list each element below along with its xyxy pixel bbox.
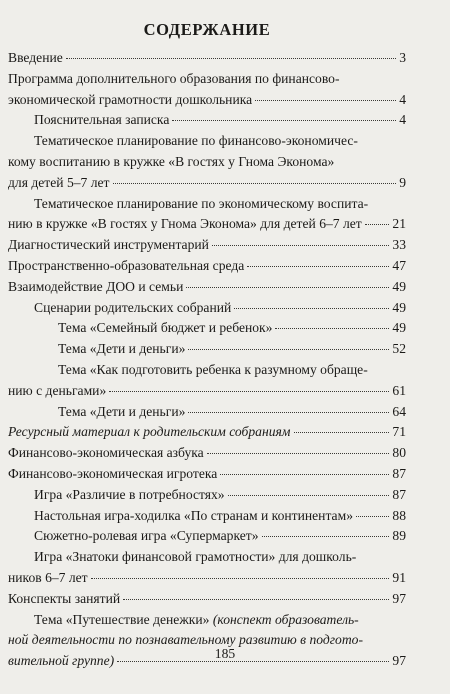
- leader-dots: [188, 412, 389, 413]
- toc-entry-role-play-supermarket[interactable]: [8, 526, 406, 547]
- toc-entry-label-line: ной деятельности по познавательному развитию в подгото-: [8, 632, 363, 648]
- leader-dots: [228, 495, 390, 496]
- toc-entry-children-and-money-2[interactable]: [8, 402, 406, 423]
- toc-entry-page: 33: [392, 237, 406, 253]
- leader-dots: [186, 287, 389, 288]
- toc-entry-resource-material[interactable]: [8, 422, 406, 443]
- toc-entry-page: 97: [392, 590, 406, 606]
- toc-entry-children-and-money-1[interactable]: [8, 339, 406, 360]
- toc-entry-thematic-planning-6-7[interactable]: [8, 194, 406, 236]
- toc-entry-label-line: Тематическое планирование по экономическому воспита-: [34, 195, 369, 211]
- toc-entry-program[interactable]: [8, 69, 406, 111]
- toc-entry-label: Конспекты занятий: [8, 590, 121, 606]
- toc-entry-label: Сюжетно-ролевая игра «Супермаркет»: [34, 528, 259, 544]
- leader-dots: [188, 349, 389, 350]
- toc-entry-label-line: Программа дополнительного образования по финансово-: [8, 70, 340, 86]
- toc-entry-money-journey[interactable]: [8, 610, 406, 672]
- toc-entry-page: 87: [392, 486, 406, 502]
- toc-entry-label: Настольная игра-ходилка «По странам и континентам»: [34, 507, 353, 523]
- toc-entry-label: Диагностический инструментарий: [8, 237, 209, 253]
- leader-dots: [212, 245, 389, 246]
- toc-entry-board-game[interactable]: [8, 506, 406, 527]
- toc-entry-label: Тема «Дети и деньги»: [58, 403, 186, 419]
- toc-entry-prepare-child[interactable]: [8, 360, 406, 402]
- toc-entry-topic: Тема «Путешествие денежки»: [34, 611, 210, 627]
- toc-entry-meeting-scenarios[interactable]: [8, 298, 406, 319]
- toc-entry-page: 49: [392, 320, 406, 336]
- leader-dots: [262, 536, 390, 537]
- toc-entry-label: Игра «Различие в потребностях»: [34, 486, 225, 502]
- toc-title: СОДЕРЖАНИЕ: [143, 20, 271, 39]
- toc-entry-page: 80: [392, 445, 406, 461]
- page-number: 185: [214, 646, 236, 661]
- toc-list: [8, 48, 406, 672]
- toc-entry-label-line: экономической грамотности дошкольника: [8, 91, 253, 107]
- toc-entry-label-line: Игра «Знатоки финансовой грамотности» для дошколь-: [34, 549, 357, 565]
- leader-dots: [207, 453, 390, 454]
- leader-dots: [113, 183, 397, 184]
- toc-entry-label: Финансово-экономическая азбука: [8, 445, 204, 461]
- toc-entry-label: Взаимодействие ДОО и семьи: [8, 278, 184, 294]
- toc-entry-label-line: Тематическое планирование по финансово-экономичес-: [34, 133, 358, 149]
- toc-entry-page: 49: [392, 299, 406, 315]
- leader-dots: [255, 100, 396, 101]
- toc-entry-label-line: кому воспитанию в кружке «В гостях у Гнома Эконома»: [8, 153, 335, 169]
- leader-dots: [172, 120, 396, 121]
- toc-entry-label: Тема «Семейный бюджет и ребенок»: [58, 320, 273, 336]
- toc-entry-page: 3: [399, 50, 406, 65]
- toc-entry-introduction[interactable]: [8, 48, 406, 69]
- toc-entry-label: Введение: [8, 50, 63, 65]
- toc-entry-label-line: вительной группе): [8, 653, 115, 669]
- toc-entry-page: 4: [399, 112, 406, 128]
- toc-entry-label-line: ников 6–7 лет: [8, 569, 88, 585]
- leader-dots: [66, 58, 396, 59]
- toc-entry-game-library[interactable]: [8, 464, 406, 485]
- toc-entry-label-line: [34, 610, 406, 631]
- toc-entry-page: 9: [399, 174, 406, 190]
- toc-entry-page: 49: [392, 278, 406, 294]
- toc-entry-page: 91: [392, 569, 406, 585]
- toc-entry-family-budget[interactable]: [8, 318, 406, 339]
- toc-entry-label-line: нию с деньгами»: [8, 382, 107, 398]
- toc-entry-page: 21: [392, 216, 406, 232]
- toc-entry-page: 64: [392, 403, 406, 419]
- toc-entry-thematic-planning-5-7[interactable]: [8, 131, 406, 193]
- toc-entry-label: Пояснительная записка: [34, 112, 170, 128]
- toc-entry-family-interaction[interactable]: [8, 277, 406, 298]
- toc-entry-label: Ресурсный материал к родительским собраниям: [8, 424, 291, 440]
- toc-entry-label: Сценарии родительских собраний: [34, 299, 232, 315]
- toc-entry-alphabet[interactable]: [8, 443, 406, 464]
- leader-dots: [234, 308, 389, 309]
- toc-entry-label-line: для детей 5–7 лет: [8, 174, 110, 190]
- toc-entry-game-experts[interactable]: [8, 547, 406, 589]
- toc-entry-page: 52: [392, 341, 406, 357]
- leader-dots: [275, 328, 389, 329]
- toc-entry-page: 71: [392, 424, 406, 440]
- toc-entry-environment[interactable]: [8, 256, 406, 277]
- toc-entry-explanatory-note[interactable]: [8, 110, 406, 131]
- toc-entry-game-needs[interactable]: [8, 485, 406, 506]
- toc-entry-page: 4: [399, 91, 406, 107]
- toc-entry-diagnostics[interactable]: [8, 235, 406, 256]
- toc-entry-label: Финансово-экономическая игротека: [8, 465, 218, 481]
- leader-dots: [109, 391, 389, 392]
- toc-entry-lesson-notes[interactable]: [8, 589, 406, 610]
- toc-entry-label: Пространственно-образовательная среда: [8, 257, 245, 273]
- toc-entry-page: 89: [392, 528, 406, 544]
- toc-entry-page: 47: [392, 257, 406, 273]
- leader-dots: [247, 266, 389, 267]
- toc-entry-page: 87: [392, 465, 406, 481]
- toc-entry-page: 97: [392, 653, 406, 669]
- toc-entry-note: (конспект образователь-: [209, 611, 359, 627]
- toc-entry-page: 88: [392, 507, 406, 523]
- toc-entry-label-line: нию в кружке «В гостях у Гнома Эконома» для детей 6–7 лет: [8, 216, 362, 232]
- toc-entry-label-line: Тема «Как подготовить ребенка к разумному обраще-: [58, 361, 368, 377]
- leader-dots: [91, 578, 390, 579]
- leader-dots: [365, 224, 390, 225]
- leader-dots: [220, 474, 389, 475]
- toc-entry-label: Тема «Дети и деньги»: [58, 341, 186, 357]
- leader-dots: [123, 599, 389, 600]
- leader-dots: [294, 432, 390, 433]
- leader-dots: [356, 516, 389, 517]
- toc-entry-page: 61: [392, 382, 406, 398]
